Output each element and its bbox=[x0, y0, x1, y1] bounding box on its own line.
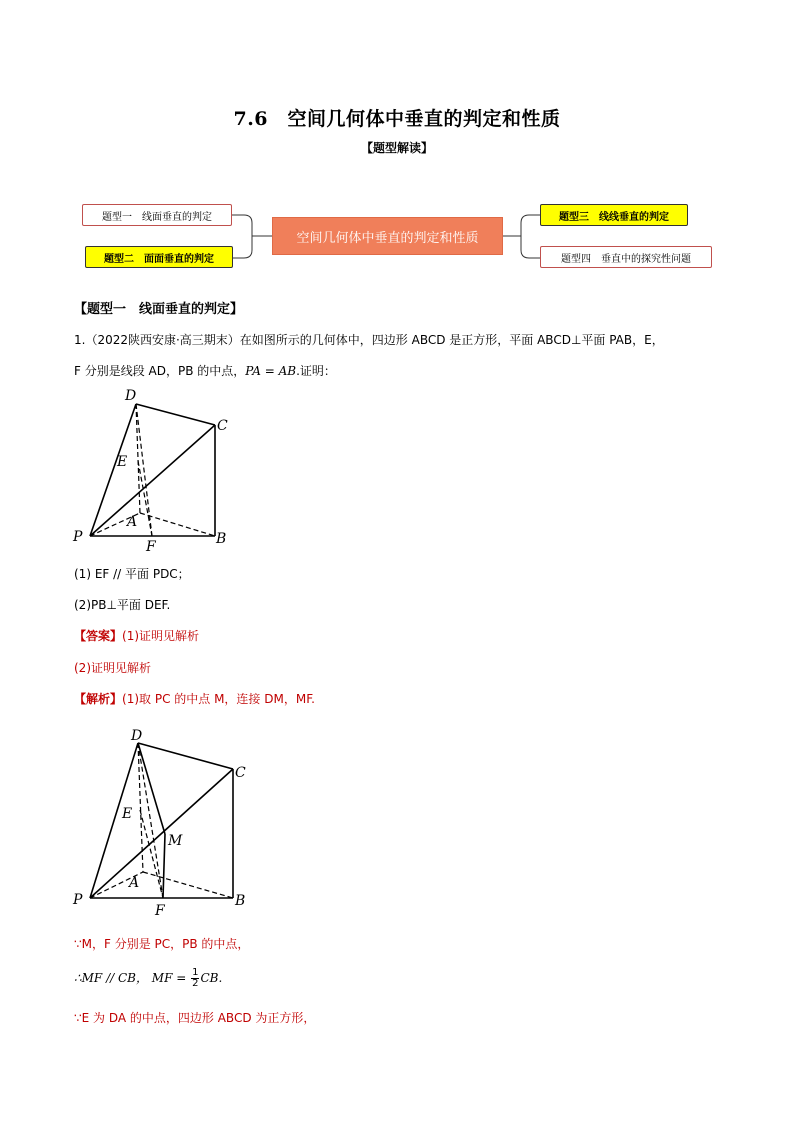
fraction-one-half bbox=[191, 968, 199, 989]
problem-line-1: 1.（2022陕西安康·高三期末）在如图所示的几何体中，四边形 ABCD 是正方形，平面 ABCD⊥平面 PAB，E， bbox=[74, 333, 664, 347]
analysis-step-2a: ∴MF // CB， bbox=[74, 971, 148, 985]
page-title: 7.6 空间几何体中垂直的判定和性质 bbox=[233, 108, 561, 130]
page-subtitle: 【题型解读】 bbox=[360, 141, 433, 155]
analysis-tag: 【解析】 bbox=[74, 692, 123, 706]
analysis-step-2 bbox=[74, 968, 222, 989]
label-P-2: P bbox=[73, 892, 83, 908]
geometry-figure-2 bbox=[65, 722, 255, 917]
mindmap-center-node: 空间几何体中垂直的判定和性质 bbox=[272, 217, 503, 255]
analysis-step-2c: CB. bbox=[200, 971, 223, 985]
analysis-intro: (1)取 PC 的中点 M，连接 DM，MF. bbox=[122, 692, 315, 706]
question-2: (2)PB⊥平面 DEF. bbox=[74, 598, 171, 612]
label-F: F bbox=[146, 539, 156, 555]
fraction-denominator: 2 bbox=[192, 978, 199, 989]
problem-line-2a: F 分别是线段 AD，PB 的中点， bbox=[74, 364, 246, 378]
problem-equation: PA = AB bbox=[245, 364, 297, 378]
fraction-numerator: 1 bbox=[192, 967, 199, 978]
label-D-2: D bbox=[131, 728, 143, 744]
analysis-step-3: ∵E 为 DA 的中点，四边形 ABCD 为正方形， bbox=[74, 1011, 316, 1025]
label-F-2: F bbox=[155, 903, 165, 917]
problem-line-2 bbox=[74, 362, 336, 380]
analysis-step-2b: MF = bbox=[151, 971, 187, 985]
label-P: P bbox=[73, 529, 83, 545]
mindmap-node-type1: 题型一 线面垂直的判定 bbox=[82, 204, 232, 226]
problem-line-2b: .证明： bbox=[296, 364, 336, 378]
answer-2: (2)证明见解析 bbox=[74, 661, 151, 675]
answer-tag: 【答案】 bbox=[74, 629, 123, 643]
mindmap-node-type2: 题型二 面面垂直的判定 bbox=[85, 246, 233, 268]
answer-1: (1)证明见解析 bbox=[122, 629, 200, 643]
geometry-figure-1 bbox=[65, 385, 250, 555]
label-C: C bbox=[217, 418, 228, 434]
analysis-intro-line bbox=[74, 690, 315, 708]
analysis-step-1: ∵M，F 分别是 PC，PB 的中点， bbox=[74, 937, 250, 951]
label-A-2: A bbox=[129, 875, 140, 891]
label-B: B bbox=[216, 531, 227, 547]
mindmap-node-type3: 题型三 线线垂直的判定 bbox=[540, 204, 688, 226]
label-D: D bbox=[125, 388, 137, 404]
label-M: M bbox=[168, 833, 183, 849]
label-A: A bbox=[127, 514, 138, 530]
label-C-2: C bbox=[235, 765, 246, 781]
label-E: E bbox=[117, 454, 128, 470]
section-heading: 【题型一 线面垂直的判定】 bbox=[74, 302, 244, 317]
label-E-2: E bbox=[122, 806, 133, 822]
mindmap-node-type4: 题型四 垂直中的探究性问题 bbox=[540, 246, 712, 268]
label-B-2: B bbox=[235, 893, 246, 909]
answer-line-1 bbox=[74, 627, 199, 645]
question-1: (1) EF // 平面 PDC； bbox=[74, 567, 190, 581]
